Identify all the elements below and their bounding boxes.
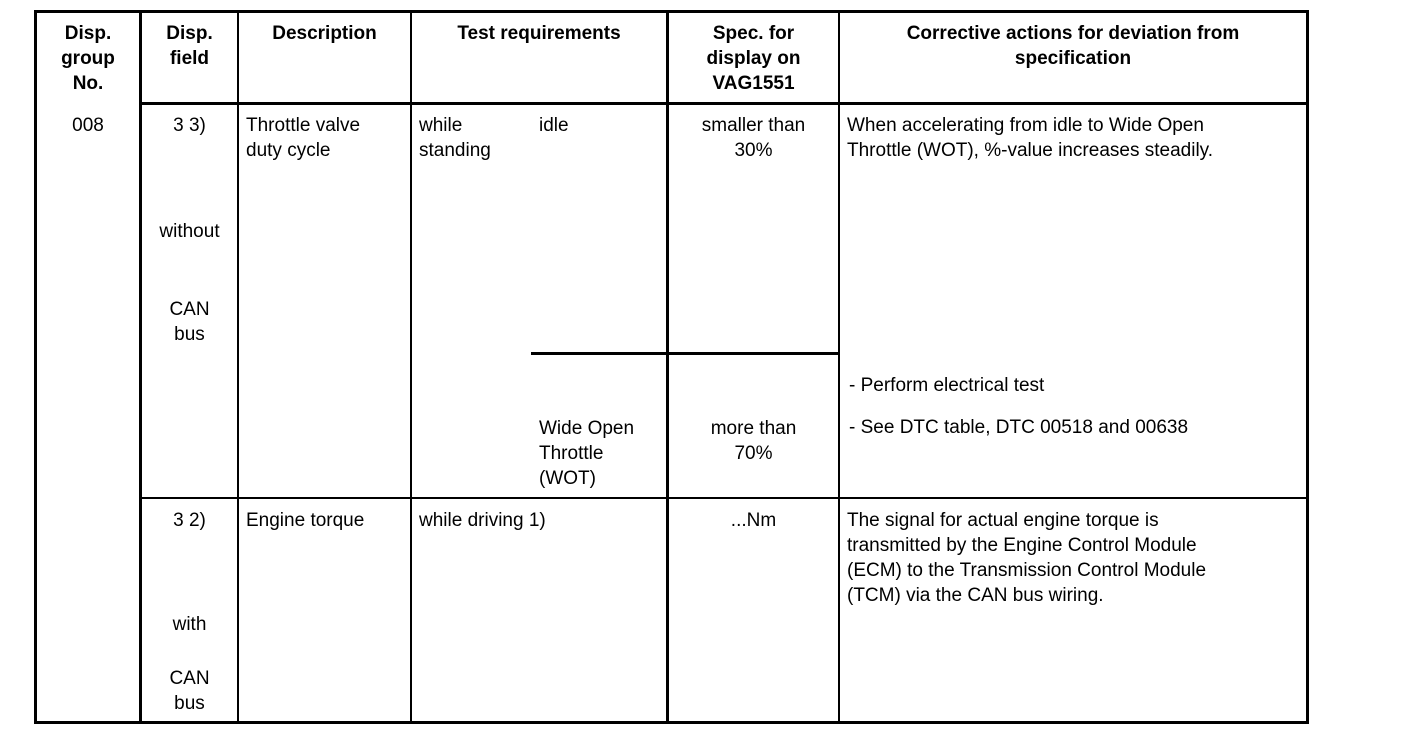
column-divider-field [237, 10, 239, 724]
header-description: Description [272, 23, 377, 44]
row2-field: 3 2) [173, 510, 206, 531]
table-border-top [34, 10, 1309, 13]
row1-field-note-without: without [159, 221, 220, 242]
row2-spec: ...Nm [730, 510, 777, 531]
row2-field-note-with: with [172, 614, 207, 635]
row1-corrective-dtc-table: - See DTC table, DTC 00518 and 00638 [849, 417, 1189, 438]
row1-spec-idle: smaller than 30% [701, 115, 806, 161]
table-border-right [1306, 10, 1309, 724]
column-divider-description [410, 10, 412, 724]
row-separator [139, 497, 1309, 499]
column-divider-spec [838, 10, 840, 724]
row2-field-note-can-bus: CAN bus [169, 668, 210, 714]
group-number: 008 [72, 115, 104, 136]
table-border-bottom [34, 721, 1309, 724]
row1-field-note-can-bus: CAN bus [169, 299, 210, 345]
subrow-separator [531, 352, 839, 355]
row2-test: while driving 1) [419, 510, 546, 531]
row1-description: Throttle valve duty cycle [246, 115, 361, 161]
row2-description: Engine torque [246, 510, 365, 531]
row1-spec-wot: more than 70% [710, 418, 797, 464]
header-separator [139, 102, 1309, 105]
row2-corrective: The signal for actual engine torque is transmitted by the Engine Control Module (ECM) to the Transmission Control Module (TCM) via the CAN bus wiring. [847, 510, 1207, 606]
row1-test-wot: Wide Open Throttle (WOT) [539, 418, 635, 489]
header-disp-group: Disp. group No. [61, 23, 115, 94]
header-test-requirements: Test requirements [457, 23, 621, 44]
header-corrective-actions: Corrective actions for deviation from specification [906, 23, 1240, 69]
header-spec: Spec. for display on VAG1551 [706, 23, 801, 94]
row1-corrective-electrical-test: - Perform electrical test [849, 375, 1045, 396]
row1-test-idle: idle [539, 115, 569, 136]
row1-field: 3 3) [173, 115, 206, 136]
row1-test-condition: while standing [419, 115, 491, 161]
row1-corrective-main: When accelerating from idle to Wide Open Throttle (WOT), %-value increases steadily. [847, 115, 1214, 161]
header-disp-field: Disp. field [166, 23, 213, 69]
